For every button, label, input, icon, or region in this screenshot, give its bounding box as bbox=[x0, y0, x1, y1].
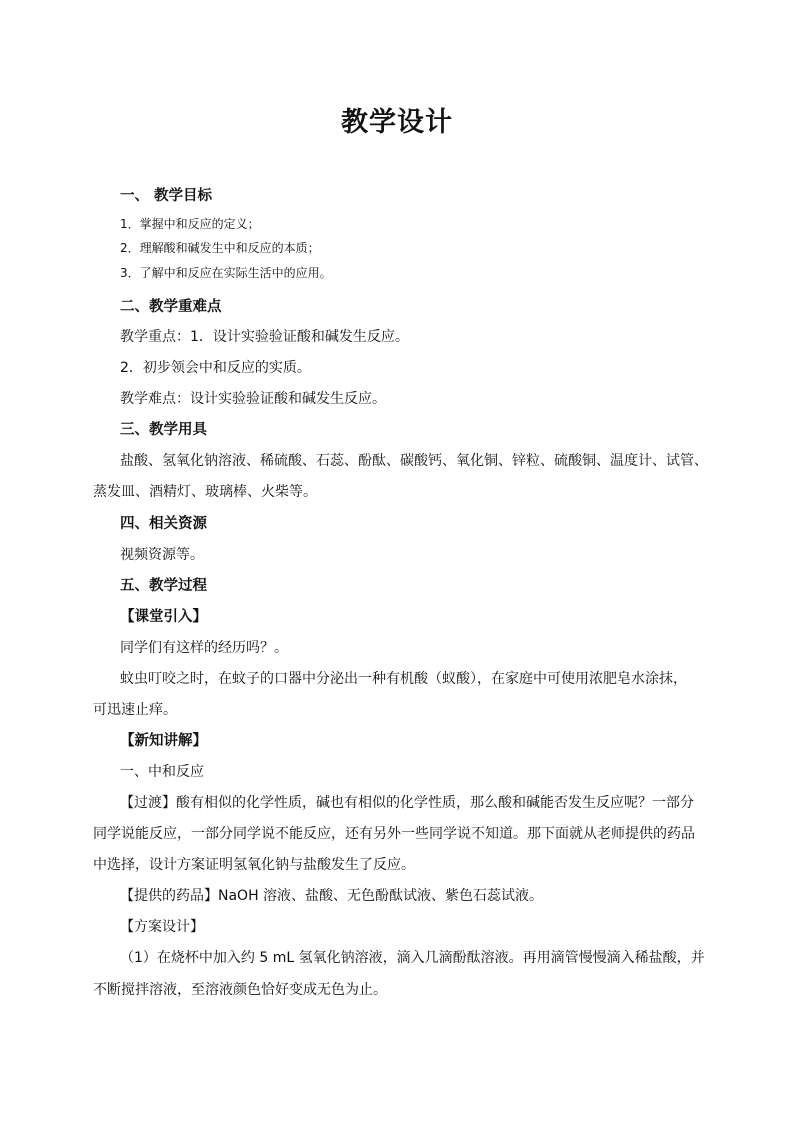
difficult-point: 教学难点：设计实验验证酸和碱发生反应。 bbox=[120, 391, 386, 407]
intro-paragraph-line-2: 可迅速止痒。 bbox=[93, 702, 177, 718]
objective-item-3: 3．了解中和反应在实际生活中的应用。 bbox=[120, 266, 332, 280]
plan-step-1-line-2: 不断搅拌溶液，至溶液颜色恰好变成无色为止。 bbox=[93, 982, 387, 998]
resources-text: 视频资源等。 bbox=[120, 547, 204, 563]
new-knowledge-heading: 【新知讲解】 bbox=[120, 733, 207, 749]
key-point-2: 2．初步领会中和反应的实质。 bbox=[120, 360, 311, 376]
transition-line-2: 同学说能反应，一部分同学说不能反应，还有另外一些同学说不知道。那下面就从老师提供的药品 bbox=[93, 826, 695, 842]
key-point-1: 教学重点：1．设计实验验证酸和碱发生反应。 bbox=[120, 329, 409, 345]
materials-line-1: 盐酸、氢氧化钠溶液、稀硫酸、石蕊、酚酞、碳酸钙、氧化铜、锌粒、硫酸铜、温度计、试管、 bbox=[120, 453, 708, 469]
intro-paragraph-line-1: 蚊虫叮咬之时，在蚊子的口器中分泌出一种有机酸（蚁酸），在家庭中可使用浓肥皂水涂抹， bbox=[120, 671, 687, 687]
transition-line-1: 【过渡】酸有相似的化学性质，碱也有相似的化学性质，那么酸和碱能否发生反应呢？一部分 bbox=[120, 795, 694, 811]
section-2-heading: 二、教学重难点 bbox=[120, 299, 222, 315]
page-title: 教学设计 bbox=[341, 107, 453, 138]
section-1-heading: 一、 教学目标 bbox=[120, 188, 213, 204]
materials-line-2: 蒸发皿、酒精灯、玻璃棒、火柴等。 bbox=[93, 484, 317, 500]
section-4-heading: 四、相关资源 bbox=[120, 516, 207, 532]
subheading-neutralization: 一、中和反应 bbox=[120, 764, 204, 780]
section-3-heading: 三、教学用具 bbox=[120, 422, 207, 438]
provided-drugs: 【提供的药品】NaOH 溶液、盐酸、无色酚酞试液、紫色石蕊试液。 bbox=[120, 888, 544, 904]
objective-item-2: 2．理解酸和碱发生中和反应的本质； bbox=[120, 241, 320, 255]
plan-heading: 【方案设计】 bbox=[120, 919, 204, 935]
plan-step-1-line-1: （1）在烧杯中加入约 5 mL 氢氧化钠溶液，滴入几滴酚酞溶液。再用滴管慢慢滴入稀盐酸，并 bbox=[120, 950, 705, 966]
intro-question: 同学们有这样的经历吗？。 bbox=[120, 640, 288, 656]
intro-heading: 【课堂引入】 bbox=[120, 609, 207, 625]
section-5-heading: 五、教学过程 bbox=[120, 578, 207, 594]
transition-line-3: 中选择，设计方案证明氢氧化钠与盐酸发生了反应。 bbox=[93, 857, 415, 873]
objective-item-1: 1．掌握中和反应的定义； bbox=[120, 217, 260, 231]
